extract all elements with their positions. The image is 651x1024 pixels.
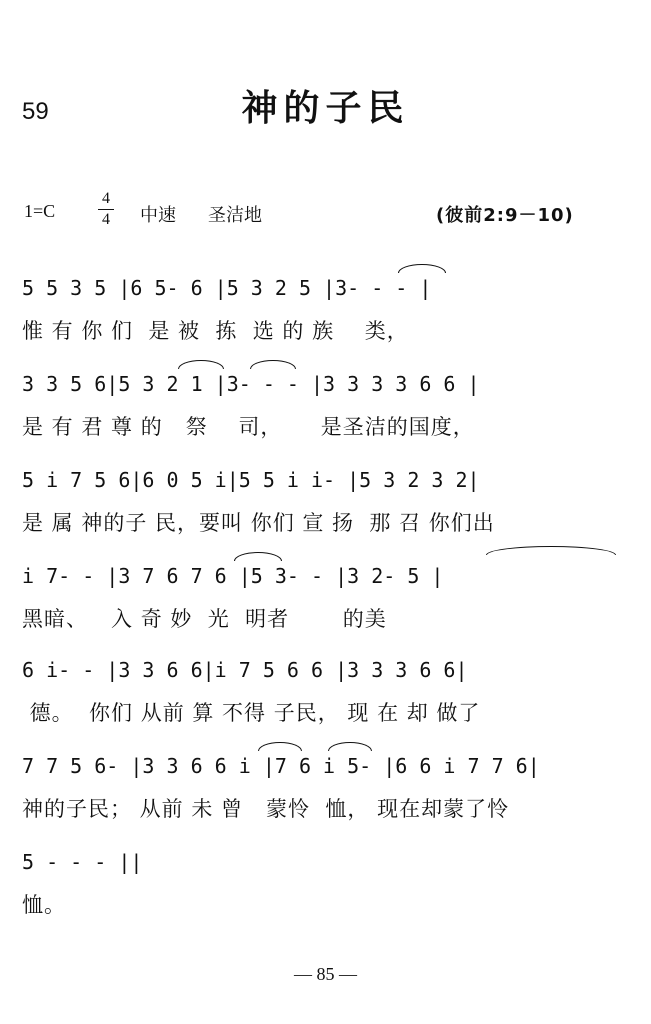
slur-mark	[258, 742, 302, 751]
notation-line-6: 7 7 5 6- |3 3 6 6 i |7 6 i 5- |6 6 i 7 7 6|	[22, 754, 540, 778]
lyrics-line-3: 是 属 神的子 民，要叫 你们 宣 扬 那 召 你们出	[22, 511, 495, 535]
hymn-number: 59	[22, 98, 49, 125]
lyrics-line-1: 惟 有 你 们 是 被 拣 选 的 族 类，	[22, 319, 409, 343]
slur-mark	[250, 360, 296, 369]
slur-mark	[178, 360, 224, 369]
lyrics-line-6: 神的子民； 从前 未 曾 蒙怜 恤， 现在却蒙了怜	[22, 797, 510, 821]
slur-mark	[234, 552, 282, 561]
lyrics-line-4: 黑暗、 入 奇 妙 光 明者 的美	[22, 607, 387, 631]
notation-line-3: 5 i 7 5 6|6 0 5 i|5 5 i i- |5 3 2 3 2|	[22, 468, 480, 492]
notation-line-4: i 7- - |3 7 6 7 6 |5 3- - |3 2- 5 |	[22, 564, 444, 588]
tempo-marking: 中速	[140, 205, 176, 226]
scripture-reference: (彼前2:9－10)	[436, 205, 574, 226]
notation-line-2: 3 3 5 6|5 3 2 1 |3- - - |3 3 3 3 6 6 |	[22, 372, 480, 396]
time-signature-denominator: 4	[102, 211, 110, 228]
page-title: 神的子民	[241, 88, 410, 129]
lyrics-line-7: 恤。	[22, 893, 66, 917]
slur-mark	[328, 742, 372, 751]
notation-line-1: 5 5 3 5 |6 5- 6 |5 3 2 5 |3- - - |	[22, 276, 432, 300]
lyrics-line-5: 德。 你们 从前 算 不得 子民， 现 在 却 做了	[22, 701, 481, 725]
page-number: — 85 —	[294, 964, 357, 984]
key-signature: 1=C	[24, 201, 56, 221]
slur-mark	[486, 546, 616, 555]
expression-marking: 圣洁地	[208, 205, 262, 226]
notation-line-5: 6 i- - |3 3 6 6|i 7 5 6 6 |3 3 3 6 6|	[22, 658, 468, 682]
slur-mark	[398, 264, 446, 273]
notation-line-7: 5 - - - ||	[22, 850, 143, 874]
lyrics-line-2: 是 有 君 尊 的 祭 司， 是圣洁的国度，	[22, 415, 475, 439]
time-signature	[98, 190, 114, 229]
time-signature-numerator: 4	[102, 190, 110, 207]
